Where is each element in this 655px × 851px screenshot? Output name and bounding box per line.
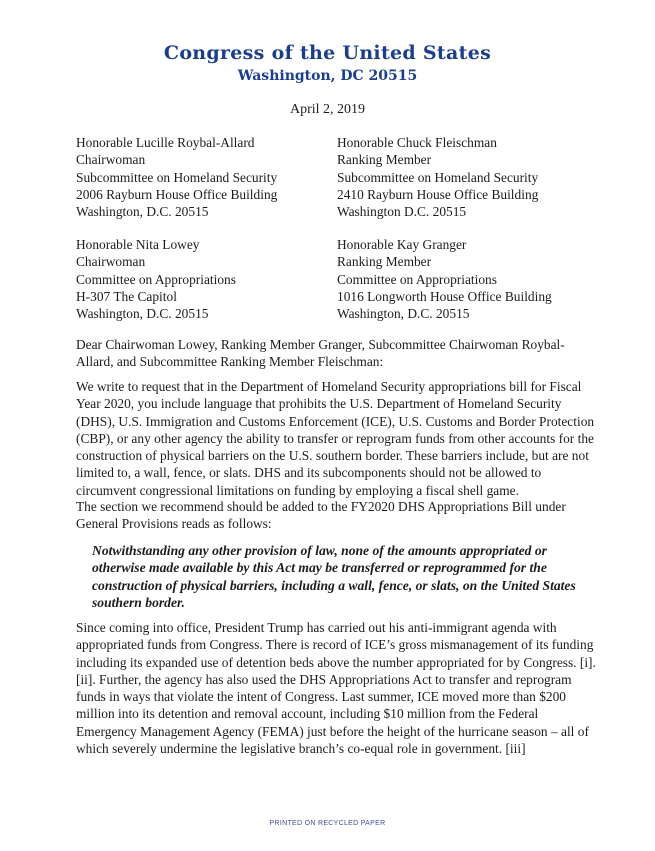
text-line: including its expanded use of detention beds above the number appropriated for by Congress. [i]. xyxy=(76,654,596,670)
text-line: We write to request that in the Department of Homeland Security appropriations bill for Fiscal xyxy=(76,379,582,394)
body-paragraph-background xyxy=(76,619,596,757)
letter-date: April 2, 2019 xyxy=(289,102,366,117)
recipient-title: Chairwoman xyxy=(76,254,146,270)
body-paragraph-request xyxy=(76,378,596,499)
recipient-name: Honorable Chuck Fleischman xyxy=(337,135,497,150)
recipient-committee: Committee on Appropriations xyxy=(76,271,236,287)
text-line: construction of physical barriers on the U.S. southern border. These barriers include, but are not xyxy=(76,448,589,464)
text-line: General Provisions reads as follows: xyxy=(76,516,272,532)
letterhead-title: Congress of the United States xyxy=(163,42,492,64)
text-line: appropriated funds from Congress. There is record of ICE’s gross mismanagement of its funding xyxy=(76,637,594,653)
text-line: circumvent congressional limitations on funding by employing a fiscal shell game. xyxy=(76,482,519,498)
text-line: Emergency Management Agency (FEMA) just before the height of the hurricane season – all of xyxy=(76,723,589,739)
recipient-office: 1016 Longworth House Office Building xyxy=(337,288,552,304)
letterhead-location: Washington, DC 20515 xyxy=(237,68,418,84)
recipient-fleischman xyxy=(337,134,538,220)
recipient-name: Honorable Kay Granger xyxy=(337,237,467,252)
text-line: Since coming into office, President Trump has carried out his anti-immigrant agenda with xyxy=(76,620,557,635)
salutation xyxy=(76,336,596,371)
recipient-city: Washington, D.C. 20515 xyxy=(76,306,209,322)
recipient-name: Honorable Lucille Roybal-Allard xyxy=(76,135,255,150)
text-line: otherwise made available by this Act may be transferred or reprogrammed for the xyxy=(92,560,547,576)
text-line: southern border. xyxy=(92,594,185,610)
text-line: Year 2020, you include language that prohibits the U.S. Department of Homeland Security xyxy=(76,396,562,412)
text-line: The section we recommend should be added to the FY2020 DHS Appropriations Bill under xyxy=(76,499,566,514)
recipient-city: Washington, D.C. 20515 xyxy=(76,204,209,220)
recipient-roybal-allard xyxy=(76,134,277,220)
text-line: (CBP), or any other agency the ability to transfer or reprogram funds from other accounts for the xyxy=(76,430,594,446)
text-line: construction of physical barriers, including a wall, fence, or slats, on the United States xyxy=(92,577,576,593)
text-line: million into its detention and removal account, including $10 million from the Federal xyxy=(76,706,539,722)
recipient-city: Washington, D.C. 20515 xyxy=(337,306,470,322)
text-line: Dear Chairwoman Lowey, Ranking Member Granger, Subcommittee Chairwoman Roybal- xyxy=(76,337,565,352)
text-line: Allard, and Subcommittee Ranking Member Fleischman: xyxy=(76,354,384,370)
recipient-lowey xyxy=(76,236,236,322)
recipient-office: 2006 Rayburn House Office Building xyxy=(76,186,278,202)
recipient-title: Ranking Member xyxy=(337,152,432,168)
text-line: which severely undermine the legislative branch’s co-equal role in government. [iii] xyxy=(76,741,526,757)
text-line: funds in ways that violate the intent of Congress. Last summer, ICE moved more than $200 xyxy=(76,689,566,705)
recipient-office: 2410 Rayburn House Office Building xyxy=(337,186,539,202)
text-line: [ii]. Further, the agency has also used the DHS Appropriations Act to transfer and reprogram xyxy=(76,671,572,687)
recipient-office: H-307 The Capitol xyxy=(76,288,177,304)
recipient-city: Washington D.C. 20515 xyxy=(337,204,467,220)
body-paragraph-section xyxy=(76,498,596,533)
text-line: (DHS), U.S. Immigration and Customs Enforcement (ICE), U.S. Customs and Border Protection xyxy=(76,413,595,429)
recipient-committee: Subcommittee on Homeland Security xyxy=(337,169,539,185)
recipient-committee: Committee on Appropriations xyxy=(337,271,497,287)
recycled-paper-footer: PRINTED ON RECYCLED PAPER xyxy=(269,820,386,827)
text-line: limited to, a wall, fence, or slats. DHS and its subcomponents should not be allowed to xyxy=(76,465,542,481)
quoted-provision xyxy=(92,542,602,611)
recipient-name: Honorable Nita Lowey xyxy=(76,237,200,252)
recipient-granger xyxy=(337,236,552,322)
recipient-committee: Subcommittee on Homeland Security xyxy=(76,169,278,185)
recipient-title: Chairwoman xyxy=(76,152,146,168)
text-line: Notwithstanding any other provision of law, none of the amounts appropriated or xyxy=(92,543,547,558)
recipient-title: Ranking Member xyxy=(337,254,432,270)
